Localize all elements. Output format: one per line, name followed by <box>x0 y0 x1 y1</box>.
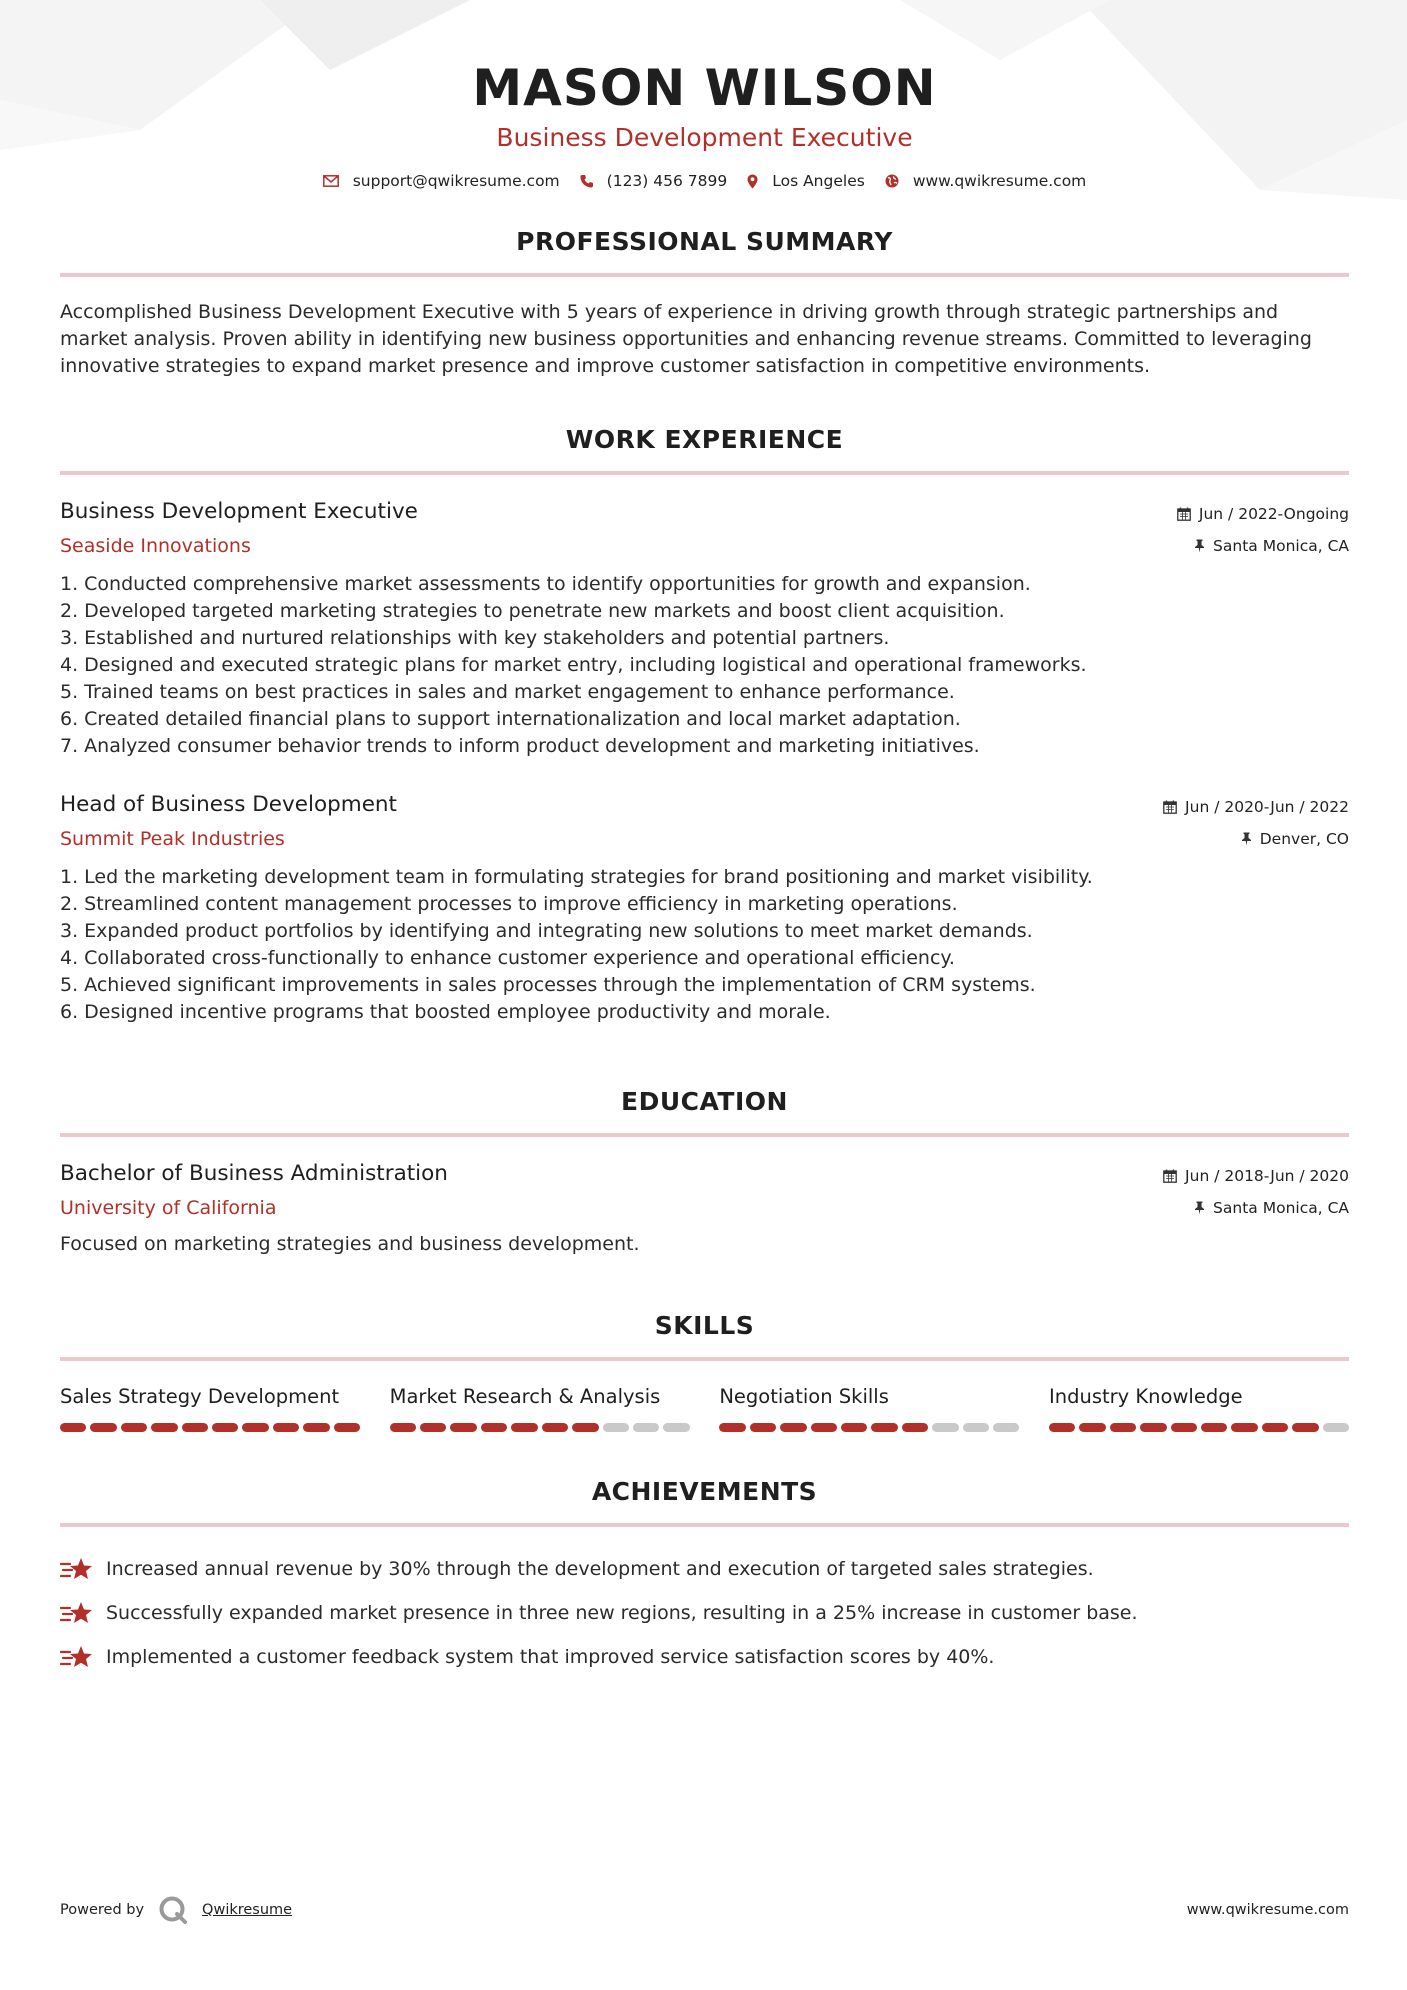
skill-segment-empty <box>963 1423 989 1432</box>
skill-item <box>719 1383 1019 1432</box>
skill-segment-filled <box>420 1423 446 1432</box>
job-location <box>1177 533 1349 559</box>
skill-segment-empty <box>633 1423 659 1432</box>
list-item: 4. Collaborated cross-functionally to enhance customer experience and operational efficiency. <box>60 947 955 969</box>
section-divider <box>60 1357 1349 1361</box>
section-title-education: EDUCATION <box>621 1087 788 1116</box>
section-title-experience: WORK EXPERIENCE <box>565 425 844 454</box>
calendar-icon <box>1163 800 1177 814</box>
envelope-icon <box>323 175 339 187</box>
degree-title: Bachelor of Business Administration <box>60 1161 448 1186</box>
skill-segment-filled <box>542 1423 568 1432</box>
skill-segment-empty <box>993 1423 1019 1432</box>
skill-segment-filled <box>1201 1423 1227 1432</box>
phone-icon <box>580 174 593 188</box>
skill-segment-empty <box>603 1423 629 1432</box>
contact-location <box>747 172 865 190</box>
section-divider <box>60 471 1349 475</box>
job-info <box>60 497 418 559</box>
skill-level-bar <box>719 1423 1019 1432</box>
skill-segment-filled <box>1049 1423 1075 1432</box>
skill-segment-filled <box>151 1423 177 1432</box>
skill-segment-filled <box>871 1423 897 1432</box>
brand-link[interactable]: Qwikresume <box>202 1902 293 1918</box>
website-text: www.qwikresume.com <box>912 172 1087 190</box>
skill-segment-filled <box>841 1423 867 1432</box>
education-info <box>60 1159 448 1221</box>
contact-email[interactable] <box>323 172 560 190</box>
contact-phone[interactable] <box>580 172 728 190</box>
powered-by <box>60 1895 292 1925</box>
summary-section <box>60 226 1349 380</box>
skill-level-bar <box>1049 1423 1349 1432</box>
skill-segment-empty <box>932 1423 958 1432</box>
footer-website[interactable]: www.qwikresume.com <box>1186 1902 1349 1918</box>
education-dates-text: Jun / 2018-Jun / 2020 <box>1185 1167 1349 1185</box>
skill-segment-filled <box>390 1423 416 1432</box>
globe-icon <box>885 174 899 188</box>
shooting-star-icon <box>60 1556 94 1582</box>
education-location <box>1163 1195 1349 1221</box>
school-name: University of California <box>60 1197 277 1219</box>
job-header <box>60 497 1349 559</box>
list-item: 6. Created detailed financial plans to support internationalization and local market adaptation. <box>60 708 961 730</box>
achievement-item <box>60 1591 1349 1635</box>
list-item: 6. Designed incentive programs that boosted employee productivity and morale. <box>60 1001 831 1023</box>
job-dates-text: Jun / 2020-Jun / 2022 <box>1185 798 1349 816</box>
job-info <box>60 790 397 852</box>
map-pin-icon <box>747 174 758 189</box>
pushpin-icon <box>1241 832 1252 846</box>
skill-segment-filled <box>90 1423 116 1432</box>
achievement-text: Successfully expanded market presence in three new regions, resulting in a 25% increase in customer base. <box>106 1602 1138 1624</box>
skill-segment-filled <box>242 1423 268 1432</box>
job-duties <box>60 571 1349 760</box>
job-meta <box>1163 790 1349 852</box>
list-item: 5. Trained teams on best practices in sales and market engagement to enhance performance. <box>60 681 955 703</box>
email-text: support@qwikresume.com <box>352 172 560 190</box>
section-divider <box>60 1133 1349 1137</box>
skill-segment-filled <box>719 1423 745 1432</box>
candidate-name: MASON WILSON <box>472 59 937 117</box>
pushpin-icon <box>1194 539 1205 553</box>
skill-segment-filled <box>511 1423 537 1432</box>
company-name: Seaside Innovations <box>60 535 251 557</box>
achievement-item <box>60 1635 1349 1679</box>
achievements-list <box>60 1547 1349 1679</box>
qwikresume-logo-icon <box>158 1895 188 1925</box>
skill-name: Sales Strategy Development <box>60 1385 340 1408</box>
achievement-text: Implemented a customer feedback system that improved service satisfaction scores by 40%. <box>106 1646 995 1668</box>
job-location <box>1163 826 1349 852</box>
section-title-achievements: ACHIEVEMENTS <box>591 1477 818 1506</box>
skill-segment-filled <box>481 1423 507 1432</box>
skill-segment-filled <box>1171 1423 1197 1432</box>
shooting-star-icon <box>60 1600 94 1626</box>
list-item: 1. Conducted comprehensive market assessments to identify opportunities for growth and expansion. <box>60 573 1031 595</box>
section-divider <box>60 273 1349 277</box>
skill-segment-filled <box>60 1423 86 1432</box>
skills-section <box>60 1310 1349 1432</box>
skill-segment-filled <box>303 1423 329 1432</box>
skill-segment-filled <box>182 1423 208 1432</box>
job-duties <box>60 864 1349 1026</box>
phone-text: (123) 456 7899 <box>606 172 728 190</box>
skill-segment-filled <box>750 1423 776 1432</box>
section-title-skills: SKILLS <box>654 1311 755 1340</box>
page-footer <box>60 1895 1349 1925</box>
skill-segment-filled <box>1292 1423 1318 1432</box>
skill-segment-filled <box>572 1423 598 1432</box>
skill-segment-filled <box>1262 1423 1288 1432</box>
skill-segment-filled <box>1079 1423 1105 1432</box>
job-dates <box>1177 501 1349 527</box>
skill-item <box>1049 1383 1349 1432</box>
summary-text: Accomplished Business Development Executive with 5 years of experience in driving growth through strategic partnerships and market analysis. Proven ability in identifying new business opportunities and enhancing revenue streams. Committed to leveraging innovative strategies to expand market presence and improve customer satisfaction in competitive environments. <box>60 301 1312 377</box>
job-title: Head of Business Development <box>60 792 397 817</box>
skill-item <box>60 1383 360 1432</box>
job-entry <box>60 497 1349 760</box>
section-title-summary: PROFESSIONAL SUMMARY <box>516 227 893 256</box>
list-item: 5. Achieved significant improvements in sales processes through the implementation of CRM systems. <box>60 974 1036 996</box>
job-location-text: Santa Monica, CA <box>1213 537 1349 555</box>
skill-level-bar <box>60 1423 360 1432</box>
pushpin-icon <box>1194 1201 1205 1215</box>
calendar-icon <box>1177 507 1191 521</box>
job-meta <box>1177 497 1349 559</box>
education-description: Focused on marketing strategies and business development. <box>60 1233 640 1255</box>
list-item: 3. Established and nurtured relationships with key stakeholders and potential partners. <box>60 627 890 649</box>
resume-header <box>60 0 1349 190</box>
job-location-text: Denver, CO <box>1259 830 1349 848</box>
section-divider <box>60 1523 1349 1527</box>
achievement-item <box>60 1547 1349 1591</box>
skill-segment-filled <box>780 1423 806 1432</box>
list-item: 1. Led the marketing development team in formulating strategies for brand positioning and market visibility. <box>60 866 1093 888</box>
achievements-section <box>60 1476 1349 1679</box>
job-dates <box>1163 794 1349 820</box>
job-title: Business Development Executive <box>60 499 418 524</box>
skill-segment-filled <box>450 1423 476 1432</box>
job-header <box>60 790 1349 852</box>
skill-segment-empty <box>1323 1423 1349 1432</box>
job-dates-text: Jun / 2022-Ongoing <box>1198 505 1349 523</box>
skill-segment-filled <box>273 1423 299 1432</box>
skill-level-bar <box>390 1423 690 1432</box>
education-entry <box>60 1159 1349 1258</box>
location-text: Los Angeles <box>772 172 865 190</box>
contact-website[interactable] <box>885 172 1086 190</box>
contact-row <box>60 172 1349 190</box>
skill-name: Market Research & Analysis <box>389 1385 661 1408</box>
education-location-text: Santa Monica, CA <box>1213 1199 1349 1217</box>
company-name: Summit Peak Industries <box>60 828 285 850</box>
achievement-text: Increased annual revenue by 30% through the development and execution of targeted sales strategies. <box>106 1558 1094 1580</box>
skill-segment-filled <box>121 1423 147 1432</box>
skill-segment-filled <box>1231 1423 1257 1432</box>
list-item: 2. Developed targeted marketing strategies to penetrate new markets and boost client acquisition. <box>60 600 1005 622</box>
list-item: 3. Expanded product portfolios by identifying and integrating new solutions to meet market demands. <box>60 920 1033 942</box>
skill-name: Industry Knowledge <box>1048 1385 1243 1408</box>
skill-item <box>390 1383 690 1432</box>
candidate-role: Business Development Executive <box>496 123 913 152</box>
skill-segment-empty <box>663 1423 689 1432</box>
shooting-star-icon <box>60 1644 94 1670</box>
skill-segment-filled <box>334 1423 360 1432</box>
experience-section <box>60 424 1349 1026</box>
skill-segment-filled <box>811 1423 837 1432</box>
skill-segment-filled <box>1110 1423 1136 1432</box>
list-item: 2. Streamlined content management processes to improve efficiency in marketing operations. <box>60 893 958 915</box>
education-header <box>60 1159 1349 1221</box>
skill-segment-filled <box>902 1423 928 1432</box>
skill-segment-filled <box>1140 1423 1166 1432</box>
skills-grid <box>60 1383 1349 1432</box>
skill-name: Negotiation Skills <box>719 1385 889 1408</box>
calendar-icon <box>1163 1169 1177 1183</box>
list-item: 4. Designed and executed strategic plans for market entry, including logistical and operational frameworks. <box>60 654 1087 676</box>
education-meta <box>1163 1159 1349 1221</box>
powered-by-label: Powered by <box>60 1902 145 1918</box>
skill-segment-filled <box>212 1423 238 1432</box>
education-dates <box>1163 1163 1349 1189</box>
list-item: 7. Analyzed consumer behavior trends to inform product development and marketing initiatives. <box>60 735 980 757</box>
job-entry <box>60 790 1349 1026</box>
education-section <box>60 1086 1349 1258</box>
